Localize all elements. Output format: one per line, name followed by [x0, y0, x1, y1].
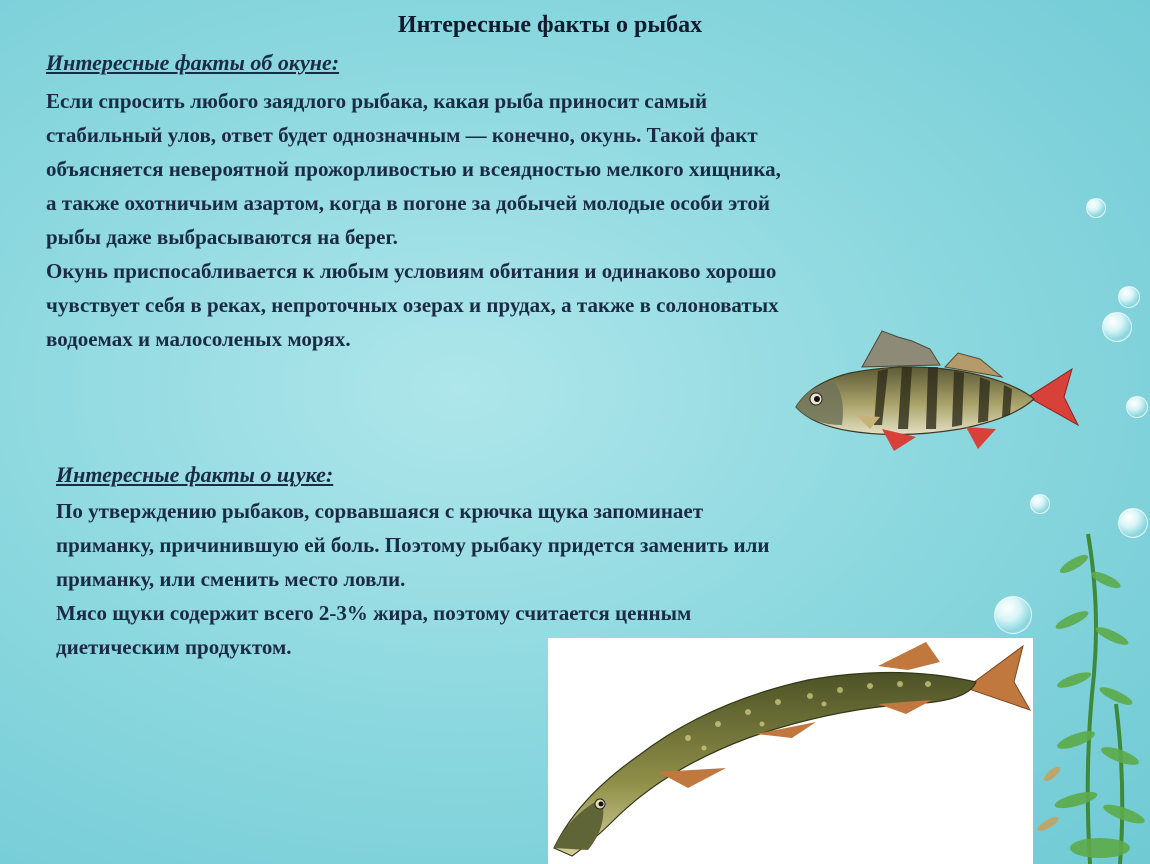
pike-heading: Интересные факты о щуке:	[56, 462, 334, 487]
perch-heading: Интересные факты об окуне:	[46, 50, 340, 75]
bubble-icon	[1118, 286, 1140, 308]
slide-title: Интересные факты о рыбах	[397, 12, 703, 38]
bubble-icon	[1086, 198, 1106, 218]
perch-text: Если спросить любого заядлого рыбака, какая рыба приносит самый стабильный улов, ответ будет однозначным — конечно, окунь. Такой факт объясняется невероятной прожорливостью и всеядностью мелкого хищника, а также охотничьим азартом, когда в погоне за добычей молодые особи этой рыбы даже выбрасываются на берег. Окунь приспосабливается к любым условиям обитания и одинаково хорошо чувствует себя в реках, непроточных озерах и прудах, а также в солоноватых водоемах и малосоленых морях.	[46, 89, 781, 351]
pike-image	[548, 638, 1033, 864]
pike-text: По утверждению рыбаков, сорвавшаяся с крючка щука запоминает приманку, причинившую ей боль. Поэтому рыбаку придется заменить или приманку, или сменить место ловли. Мясо щуки содержит всего 2-3% жира, поэтому считается ценным диетическим продуктом.	[56, 499, 770, 659]
bubble-icon	[1102, 312, 1132, 342]
bubble-icon	[994, 596, 1032, 634]
pike-image-frame	[548, 638, 1033, 864]
bubble-icon	[1030, 494, 1050, 514]
water-plant-image	[1030, 524, 1150, 864]
bubble-icon	[1126, 396, 1148, 418]
perch-image	[790, 325, 1085, 460]
